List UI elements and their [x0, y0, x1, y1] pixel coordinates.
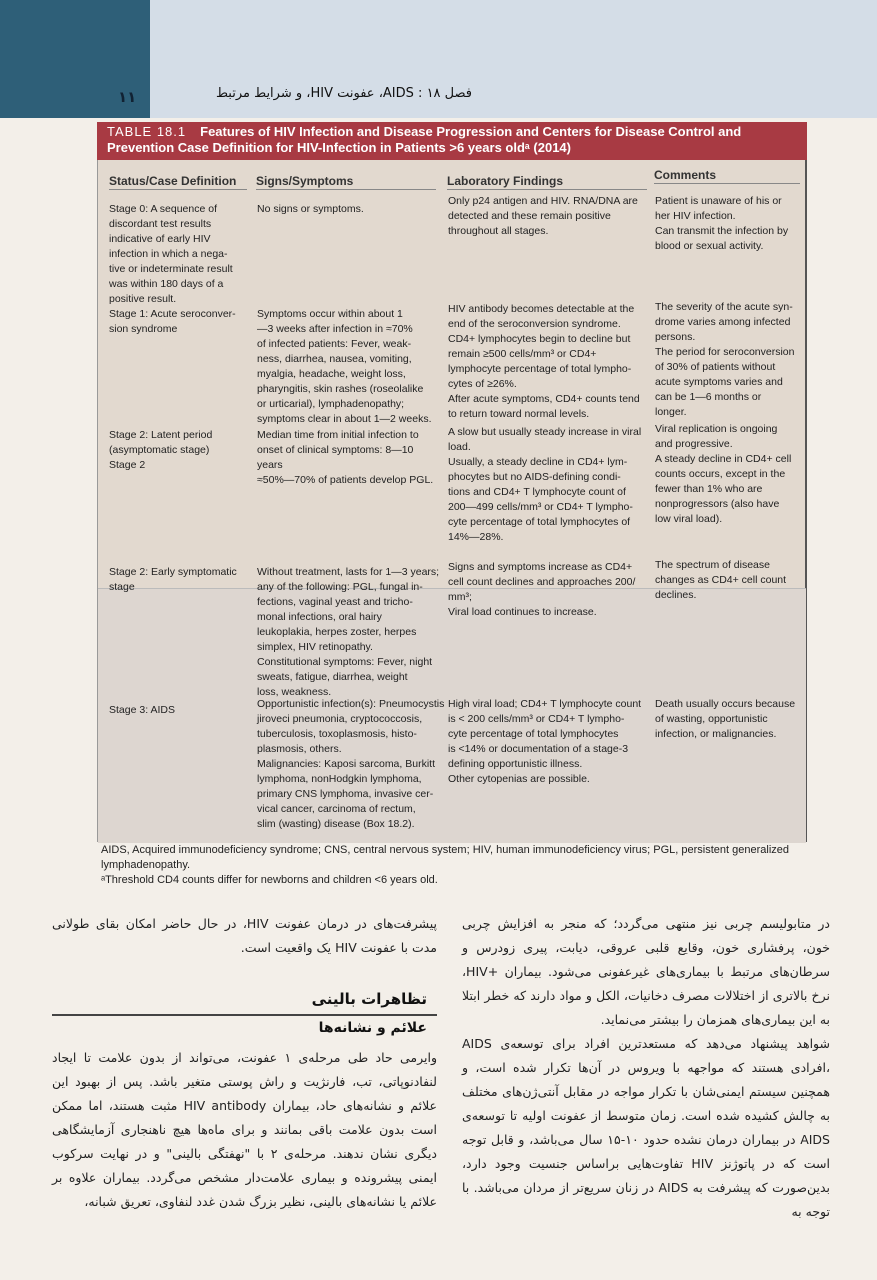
table-cell-comments: The severity of the acute syn- drome varies among infected persons. The period for seroconversion of 30% of patients without acute symptoms varies and can be 1—6 months or longer.	[655, 301, 795, 418]
table-cell-lab: Signs and symptoms increase as CD4+ cell count declines and approaches 200/ mm³; Viral load continues to increase.	[448, 561, 636, 618]
table-cell-signs: Symptoms occur within about 1 —3 weeks after infection in ≈70% of infected patients: Fever, weak- ness, diarrhea, nausea, vomiting, myalgia, headache, weight loss, pharyngitis, skin rashes (roseolalike or urticarial), lymphadenopathy; symptoms clear in about 1—2 weeks.	[257, 308, 432, 425]
table-cell-comments: Viral replication is ongoing and progressive. A steady decline in CD4+ cell counts occurs, except in the fewer than 1% who are nonprogressors (also have low viral load).	[655, 423, 792, 525]
table-header	[97, 122, 807, 160]
table-label: TABLE 18.1	[107, 124, 187, 139]
table-cell-lab: A slow but usually steady increase in viral load. Usually, a steady decline in CD4+ lym- phocytes but no AIDS-defining condi- tions and CD4+ T lymphocyte count of 200—499 cells/mm³ or CD4+ T lympho- cyte percentage of total lymphocytes of 14%—28%.	[448, 426, 642, 543]
persian-left-intro: پیشرفت‌های در درمان عفونت HIV، در حال حاضر امکان بقای طولانی مدت با عفونت HIV یک واقعیت است.	[52, 916, 437, 955]
table-cell-status: Stage 3: AIDS	[109, 704, 175, 716]
table-cell-status: Stage 2: Early symptomatic stage	[109, 566, 237, 593]
table-cell-signs: No signs or symptoms.	[257, 203, 364, 215]
table-cell-signs: Without treatment, lasts for 1—3 years; any of the following: PGL, fungal in- fections, vaginal yeast and tricho- monal infections, oral hairy leukoplakia, herpes zoster, herpes simplex, HIV retinopathy. Constitutional symptoms: Fever, night sweats, fatigue, diarrhea, weight loss, weakness.	[257, 566, 440, 698]
table-cell-status: Stage 2: Latent period (asymptomatic stage) Stage 2	[109, 429, 213, 471]
column-header-lab: Laboratory Findings	[447, 174, 647, 190]
table-cell-signs: Opportunistic infection(s): Pneumocystis jiroveci pneumonia, cryptococcosis, tuberculosis, toxoplasmosis, histo- plasmosis, others. Malignancies: Kaposi sarcoma, Burkitt lymphoma, nonHodgkin lymphoma, primary CNS lymphoma, invasive cer- vical cancer, carcinoma of rectum, slim (wasting) disease (Box 18.2).	[257, 698, 445, 830]
table-cell-comments: Death usually occurs because of wasting, opportunistic infection, or malignancies.	[655, 698, 796, 740]
table-cell-comments: Patient is unaware of his or her HIV infection. Can transmit the infection by blood or sexual activity.	[655, 195, 789, 252]
table-cell-signs: Median time from initial infection to onset of clinical symptoms: 8—10 years ≈50%—70% of patients develop PGL.	[257, 429, 434, 486]
table-cell-comments: The spectrum of disease changes as CD4+ cell count declines.	[655, 559, 787, 601]
table-cell-lab: HIV antibody becomes detectable at the end of the seroconversion syndrome. CD4+ lymphocytes begin to decline but remain ≥500 cells/mm³ or CD4+ lymphocyte percentage of total lympho- cytes of ≥26%. After acute symptoms, CD4+ counts tend to return toward normal levels.	[448, 303, 640, 420]
chapter-title: فصل ۱۸ : AIDS، عفونت HIV، و شرایط مرتبط	[215, 86, 472, 101]
footnote-abbreviations: AIDS, Acquired immunodeficiency syndrome; CNS, central nervous system; HIV, human immunodeficiency virus; PGL, persistent generalized lymphadenopathy.	[101, 844, 790, 871]
footnote-threshold: ᵃThreshold CD4 counts differ for newborns and children <6 years old.	[101, 874, 438, 886]
subsection-heading: علائم و نشانه‌ها	[318, 1020, 427, 1036]
column-header-status: Status/Case Definition	[109, 174, 247, 190]
table-18-1	[97, 122, 807, 842]
column-header-signs: Signs/Symptoms	[256, 174, 436, 190]
column-header-comments: Comments	[654, 168, 800, 184]
persian-right-column: در متابولیسم چربی نیز منتهی می‌گردد؛ که منجر به افزایش چربی خون، پرفشاری خون، وقایع قلبی عروقی، دیابت، پیری زودرس و سرطان‌های مرتبط با بیماری‌های غیرعفونی می‌شود. بیماران +HIV، نرخ بالاتری از اختلالات مصرف دخانیات، الکل و مواد دارند که خطر ابتلا به این بیماری‌های همزمان را بیشتر می‌نماید. شواهد پیشنهاد می‌دهد که مستعدترین افراد برای توسعه‌ی AIDS ،افرادی هستند که مواجهه با ویروس در آن‌ها تکرار شده است، و همچنین سیستم ایمنی‌شان با تکرار مواجه در مقابل آنتی‌ژن‌های مختلف به چالش کشیده شده است. زمان متوسط از عفونت اولیه تا توسعه‌ی AIDS در بیماران درمان نشده حدود ۱۰-۱۵ سال می‌باشد، و قابل توجه است که در پاتوژنز HIV تفاوت‌هایی براساس جنسیت وجود دارد، بدین‌صورت که پیشرفت به AIDS در زنان سریع‌تر از مردان می‌باشد. با توجه به	[462, 916, 830, 1219]
table-cell-status: Stage 1: Acute seroconver- sion syndrome	[109, 308, 236, 335]
table-cell-lab: High viral load; CD4+ T lymphocyte count is < 200 cells/mm³ or CD4+ T lympho- cyte percentage of total lymphocytes is <14% or documentation of a stage-3 defining opportunistic illness. Other cytopenias are possible.	[448, 698, 642, 785]
table-body	[97, 160, 807, 842]
page-number: ۱۱	[118, 88, 137, 106]
table-cell-status: Stage 0: A sequence of discordant test results indicative of early HIV infection in which a nega- tive or indeterminate result was within 180 days of a positive result.	[109, 203, 233, 305]
section-heading: تظاهرات بالینی	[311, 990, 427, 1008]
table-footnote	[101, 843, 821, 888]
persian-left-body: وایرمی حاد طی مرحله‌ی ۱ عفونت، می‌تواند از بدون علامت تا ایجاد لنفادنوپاتی، تب، فارنژیت و راش پوستی متغیر باشد. پس از بهبود این علائم و نشانه‌های حاد، بیماران HIV antibody مثبت هستند، اما ممکن است بدون علامت باقی بمانند و برای ماه‌ها هیچ ناهنجاری آزمایشگاهی دیگری نشان ندهند. مرحله‌ی ۲ با "نهفتگی بالینی" و در نهایت سرکوب ایمنی پیشرونده و بیماری علامت‌دار مشخص می‌گردد. بیماران علاوه بر علائم یا نشانه‌های بالینی، نظیر بزرگ شدن غدد لنفاوی، تعریق شبانه،	[52, 1050, 437, 1209]
table-title: Features of HIV Infection and Disease Progression and Centers for Disease Control and Prevention Case Definition for HIV-Infection in Patients >6 years oldᵃ (2014)	[107, 124, 742, 155]
section-divider	[52, 1014, 437, 1016]
table-cell-lab: Only p24 antigen and HIV. RNA/DNA are detected and these remain positive throughout all stages.	[448, 195, 638, 237]
